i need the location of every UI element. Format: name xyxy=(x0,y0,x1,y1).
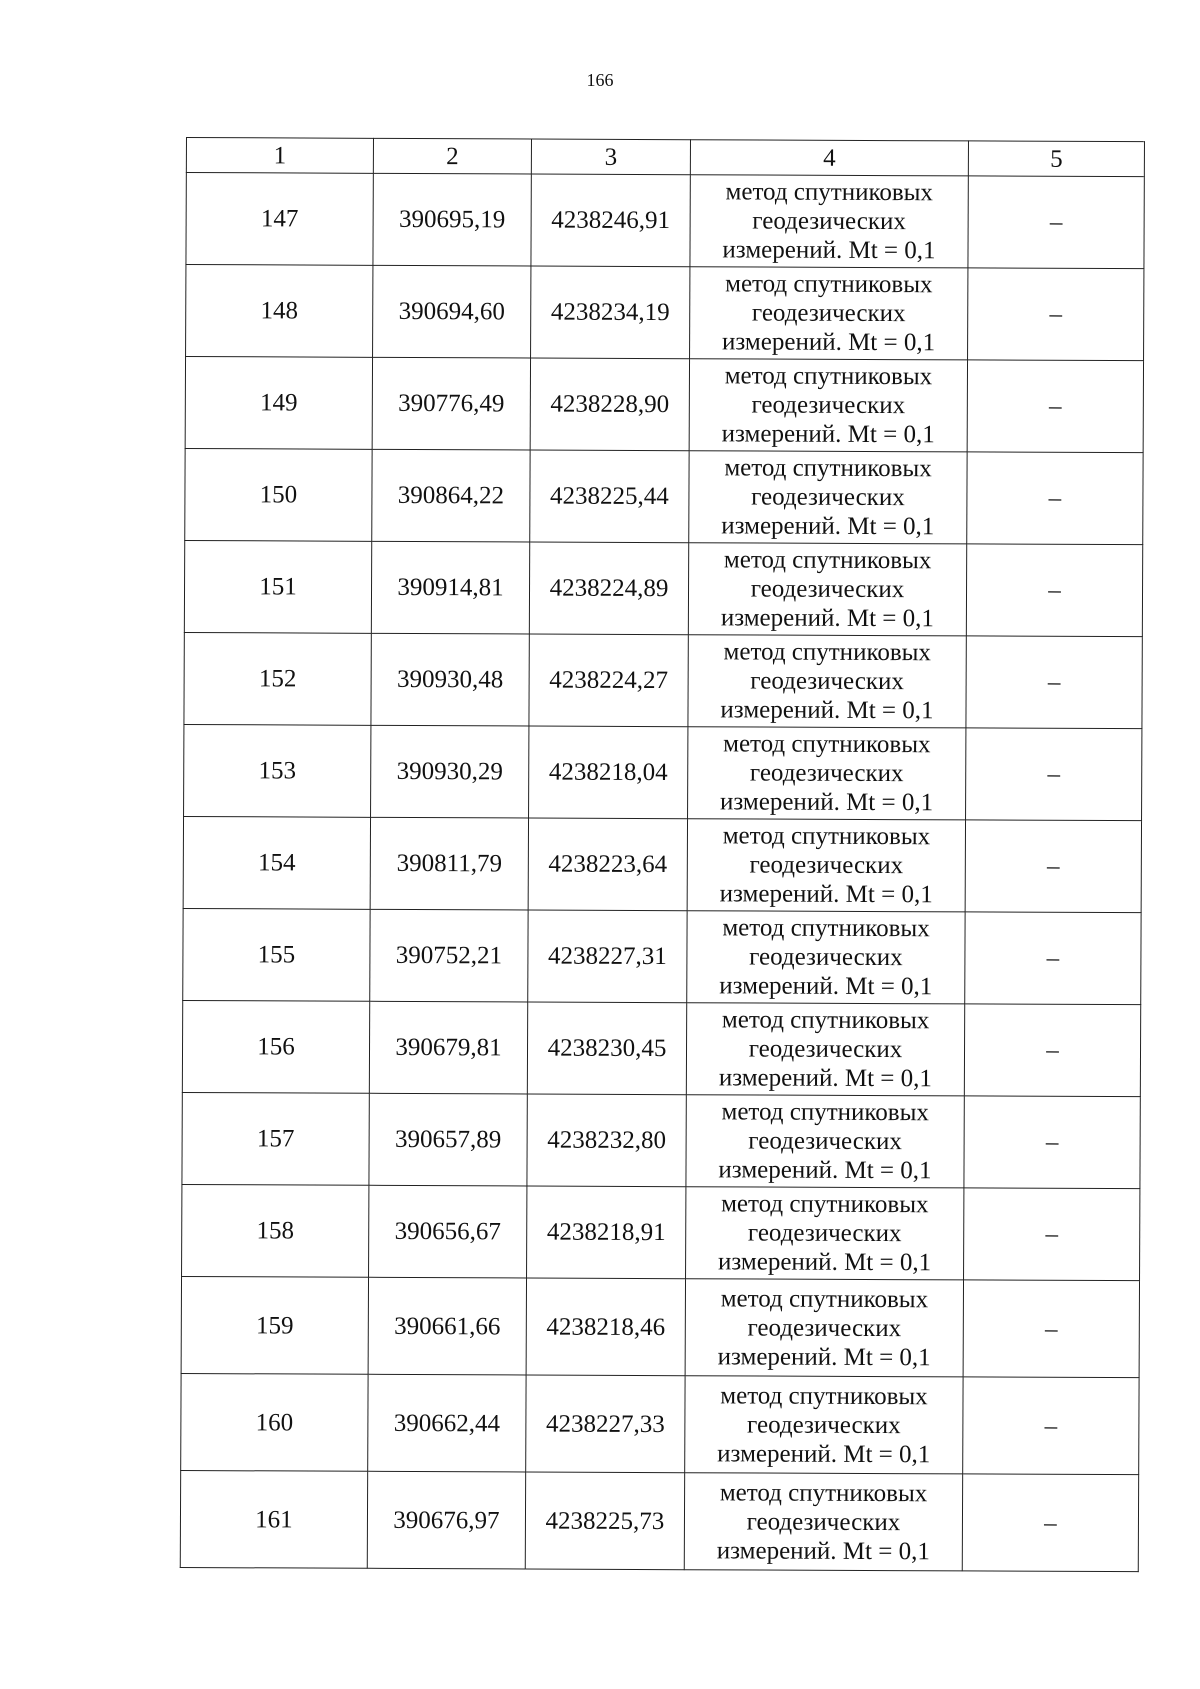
method-line: геодезических xyxy=(749,759,904,788)
method-line: геодезических xyxy=(750,575,905,604)
note-cell: – xyxy=(968,268,1144,361)
method-cell xyxy=(686,1095,964,1188)
table-row xyxy=(182,1184,1140,1280)
method-line: метод спутниковых xyxy=(720,1381,928,1410)
method-line: геодезических xyxy=(751,299,906,328)
table-row xyxy=(181,1373,1139,1474)
note-cell: – xyxy=(966,636,1142,729)
method-line: метод спутниковых xyxy=(721,1098,930,1127)
method-line: измерений. Mt = 0,1 xyxy=(719,972,933,1001)
y-coordinate-cell: 4238223,64 xyxy=(528,818,687,911)
note-cell: – xyxy=(968,176,1144,269)
method-cell xyxy=(686,1187,964,1280)
method-line: метод спутниковых xyxy=(721,1190,929,1219)
table-row xyxy=(183,816,1141,912)
method-line: измерений. Mt = 0,1 xyxy=(716,1536,930,1565)
note-cell: – xyxy=(964,1188,1140,1281)
header-col-3: 3 xyxy=(531,139,690,175)
method-cell xyxy=(690,267,968,360)
point-number-cell: 153 xyxy=(184,724,371,817)
method-line: измерений. Mt = 0,1 xyxy=(717,1248,932,1277)
method-line: измерений. Mt = 0,1 xyxy=(721,420,935,449)
note-cell: – xyxy=(967,360,1143,453)
method-cell xyxy=(687,819,965,912)
point-number-cell: 150 xyxy=(185,448,372,541)
method-line: метод спутниковых xyxy=(719,1478,928,1507)
method-line: метод спутниковых xyxy=(723,546,932,575)
point-number-cell: 152 xyxy=(184,632,371,725)
method-line: геодезических xyxy=(748,1127,902,1156)
method-line: измерений. Mt = 0,1 xyxy=(717,1439,931,1468)
method-cell xyxy=(685,1376,963,1474)
method-line: геодезических xyxy=(751,391,906,420)
y-coordinate-cell: 4238227,31 xyxy=(528,910,687,1003)
method-cell xyxy=(684,1473,962,1571)
table-row xyxy=(180,1470,1138,1571)
note-cell: – xyxy=(967,452,1143,545)
x-coordinate-cell: 390695,19 xyxy=(373,173,531,266)
coordinates-table xyxy=(180,137,1145,1572)
point-number-cell: 151 xyxy=(184,540,371,633)
point-number-cell: 148 xyxy=(186,265,373,358)
method-line: метод спутниковых xyxy=(722,914,930,943)
method-line: геодезических xyxy=(747,1410,901,1439)
note-cell: – xyxy=(965,820,1141,913)
note-cell: – xyxy=(962,1474,1138,1572)
method-cell xyxy=(689,451,967,544)
note-cell: – xyxy=(963,1280,1139,1378)
table-row xyxy=(182,1092,1140,1188)
y-coordinate-cell: 4238224,89 xyxy=(529,542,688,635)
point-number-cell: 149 xyxy=(185,357,372,450)
point-number-cell: 154 xyxy=(183,816,370,909)
method-line: измерений. Mt = 0,1 xyxy=(720,604,934,633)
note-cell: – xyxy=(963,1377,1139,1475)
method-line: метод спутниковых xyxy=(720,1284,929,1313)
note-cell: – xyxy=(965,912,1141,1005)
x-coordinate-cell: 390676,97 xyxy=(367,1471,525,1569)
point-number-cell: 159 xyxy=(181,1276,368,1374)
y-coordinate-cell: 4238227,33 xyxy=(526,1375,685,1473)
table-row xyxy=(183,908,1141,1004)
method-line: геодезических xyxy=(747,1219,902,1248)
y-coordinate-cell: 4238246,91 xyxy=(531,174,690,267)
method-line: измерений. Mt = 0,1 xyxy=(722,236,936,265)
method-cell xyxy=(688,635,966,728)
method-line: метод спутниковых xyxy=(722,822,931,851)
method-cell xyxy=(690,175,968,268)
table-row xyxy=(185,357,1143,453)
table-row xyxy=(184,540,1142,636)
table-row xyxy=(184,724,1142,820)
x-coordinate-cell: 390752,21 xyxy=(370,909,528,1002)
method-line: геодезических xyxy=(751,483,905,512)
x-coordinate-cell: 390914,81 xyxy=(371,541,529,634)
method-line: геодезических xyxy=(749,851,904,880)
x-coordinate-cell: 390657,89 xyxy=(369,1093,527,1186)
x-coordinate-cell: 390679,81 xyxy=(369,1001,527,1094)
x-coordinate-cell: 390656,67 xyxy=(369,1185,527,1278)
method-cell xyxy=(687,911,965,1004)
x-coordinate-cell: 390661,66 xyxy=(368,1277,526,1375)
method-line: геодезических xyxy=(752,207,906,236)
method-line: измерений. Mt = 0,1 xyxy=(720,696,934,725)
y-coordinate-cell: 4238224,27 xyxy=(529,634,688,727)
method-cell xyxy=(688,727,966,820)
point-number-cell: 155 xyxy=(183,908,370,1001)
method-line: геодезических xyxy=(749,943,903,972)
y-coordinate-cell: 4238225,44 xyxy=(530,450,689,543)
y-coordinate-cell: 4238218,91 xyxy=(527,1186,686,1279)
y-coordinate-cell: 4238228,90 xyxy=(530,358,689,451)
point-number-cell: 147 xyxy=(186,173,373,266)
method-line: измерений. Mt = 0,1 xyxy=(717,1342,931,1371)
method-line: измерений. Mt = 0,1 xyxy=(722,328,936,357)
method-line: метод спутниковых xyxy=(724,362,933,391)
y-coordinate-cell: 4238230,45 xyxy=(527,1002,686,1095)
point-number-cell: 160 xyxy=(181,1373,368,1471)
note-cell: – xyxy=(966,544,1142,637)
header-col-2: 2 xyxy=(373,138,531,174)
x-coordinate-cell: 390930,48 xyxy=(371,633,529,726)
method-line: измерений. Mt = 0,1 xyxy=(719,788,934,817)
method-cell xyxy=(685,1279,963,1377)
method-line: метод спутниковых xyxy=(724,454,932,483)
x-coordinate-cell: 390864,22 xyxy=(372,449,530,542)
header-row xyxy=(186,138,1144,177)
x-coordinate-cell: 390694,60 xyxy=(373,265,531,358)
method-line: метод спутниковых xyxy=(723,730,931,759)
table-row xyxy=(181,1276,1139,1377)
x-coordinate-cell: 390811,79 xyxy=(370,817,528,910)
method-line: измерений. Mt = 0,1 xyxy=(718,1156,932,1185)
point-number-cell: 161 xyxy=(180,1470,367,1568)
method-line: геодезических xyxy=(748,1035,903,1064)
table-row xyxy=(186,173,1144,269)
point-number-cell: 158 xyxy=(182,1184,369,1277)
table-row xyxy=(186,265,1144,361)
method-cell xyxy=(688,543,966,636)
note-cell: – xyxy=(964,1096,1140,1189)
method-line: метод спутниковых xyxy=(721,1006,930,1035)
method-line: метод спутниковых xyxy=(723,638,932,667)
method-line: геодезических xyxy=(750,667,904,696)
method-line: измерений. Mt = 0,1 xyxy=(719,880,933,909)
method-line: измерений. Mt = 0,1 xyxy=(718,1064,932,1093)
method-cell xyxy=(686,1003,964,1096)
method-line: геодезических xyxy=(746,1507,901,1536)
method-cell xyxy=(689,359,967,452)
table-row xyxy=(184,632,1142,728)
method-line: геодезических xyxy=(747,1313,902,1342)
page-number: 166 xyxy=(586,70,614,90)
header-col-1: 1 xyxy=(186,138,373,174)
x-coordinate-cell: 390776,49 xyxy=(372,357,530,450)
y-coordinate-cell: 4238234,19 xyxy=(531,266,690,359)
x-coordinate-cell: 390930,29 xyxy=(371,725,529,818)
method-line: метод спутниковых xyxy=(725,270,933,299)
table-row xyxy=(185,448,1143,544)
x-coordinate-cell: 390662,44 xyxy=(368,1374,526,1472)
method-line: измерений. Mt = 0,1 xyxy=(721,512,935,541)
note-cell: – xyxy=(966,728,1142,821)
table-row xyxy=(182,1000,1140,1096)
header-col-5: 5 xyxy=(968,141,1144,177)
y-coordinate-cell: 4238218,04 xyxy=(529,726,688,819)
table-body xyxy=(180,173,1144,1572)
y-coordinate-cell: 4238218,46 xyxy=(526,1278,685,1376)
header-col-4: 4 xyxy=(690,140,968,176)
point-number-cell: 157 xyxy=(182,1092,369,1185)
point-number-cell: 156 xyxy=(182,1000,369,1093)
y-coordinate-cell: 4238232,80 xyxy=(527,1094,686,1187)
y-coordinate-cell: 4238225,73 xyxy=(525,1472,684,1570)
method-line: метод спутниковых xyxy=(725,178,934,207)
note-cell: – xyxy=(964,1004,1140,1097)
